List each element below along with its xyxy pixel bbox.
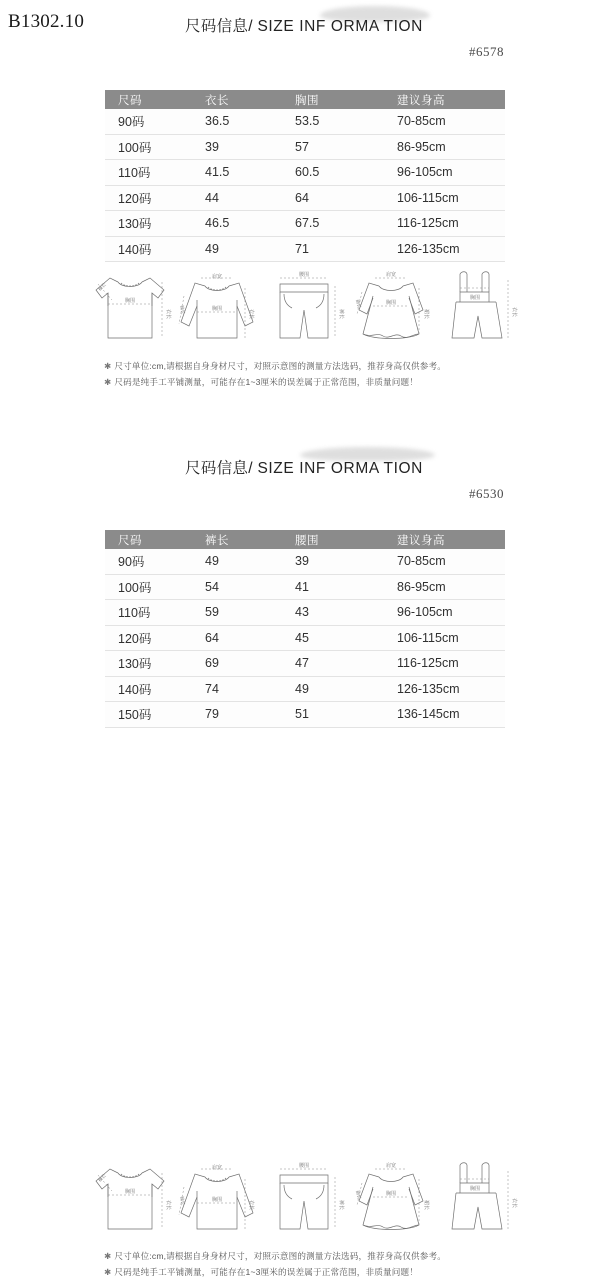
column-header-waist: 腰围 xyxy=(295,534,319,547)
note-item xyxy=(104,358,524,374)
bullet-star-icon: ✱ xyxy=(104,1251,112,1261)
title-separator: / xyxy=(248,18,253,35)
svg-text:袖长: 袖长 xyxy=(355,298,362,309)
cell-size: 100码 xyxy=(118,140,152,155)
note-text: 尺寸单位:cm,请根据自身身材尺寸，对照示意图的测量方法选码，推荐身高仅供参考。 xyxy=(114,1251,446,1261)
svg-text:胸围: 胸围 xyxy=(211,306,223,312)
svg-text:腰围: 腰围 xyxy=(298,272,310,278)
cell-size: 120码 xyxy=(118,631,152,646)
cell-waist: 51 xyxy=(295,707,309,722)
column-header-height: 建议身高 xyxy=(397,94,445,107)
cell-waist: 39 xyxy=(295,554,309,569)
cell-pants-length: 74 xyxy=(205,681,219,696)
cell-height: 126-135cm xyxy=(397,241,460,256)
longsleeve-diagram-icon xyxy=(175,1157,259,1239)
page-title xyxy=(0,456,608,478)
title-english: SIZE INF ORMA TION xyxy=(257,18,423,35)
column-header-bust: 胸围 xyxy=(295,94,319,107)
cell-bust: 60.5 xyxy=(295,165,320,180)
size-section-1 xyxy=(0,0,608,388)
cell-size: 140码 xyxy=(118,242,152,257)
note-text: 尺码是纯手工平铺测量，可能存在1~3厘米的误差属于正常范围，非质量问题！ xyxy=(114,1267,418,1278)
measurement-notes xyxy=(104,358,524,391)
cell-size: 110码 xyxy=(118,166,151,181)
cell-bust: 53.5 xyxy=(295,114,320,129)
cell-pants-length: 59 xyxy=(205,605,219,620)
title-chinese: 尺码信息 xyxy=(185,18,249,35)
svg-text:袖长: 袖长 xyxy=(179,304,186,315)
svg-text:肩宽: 肩宽 xyxy=(385,1163,397,1169)
svg-text:胸围: 胸围 xyxy=(469,1186,481,1192)
shorts-diagram-icon xyxy=(262,1157,346,1239)
svg-text:袖长: 袖长 xyxy=(355,1189,362,1200)
shorts-diagram-icon xyxy=(262,266,346,348)
overalls-diagram-icon xyxy=(436,1157,520,1239)
table-row xyxy=(105,135,505,161)
table-row xyxy=(105,677,505,703)
measurement-notes xyxy=(104,1248,524,1281)
cell-height: 106-115cm xyxy=(397,630,459,645)
note-item xyxy=(104,1264,524,1280)
table-row xyxy=(105,211,505,237)
column-header-size: 尺码 xyxy=(118,534,142,547)
tshirt-diagram-icon xyxy=(88,266,172,348)
cell-height: 136-145cm xyxy=(397,707,460,722)
svg-text:衣长: 衣长 xyxy=(165,1199,171,1211)
svg-text:衣长: 衣长 xyxy=(511,1197,517,1209)
section-title-area xyxy=(0,0,608,40)
table-row xyxy=(105,702,505,728)
garment-diagrams xyxy=(88,264,520,348)
table-row xyxy=(105,600,505,626)
tshirt-diagram-icon xyxy=(88,1157,172,1239)
column-header-height: 建议身高 xyxy=(397,534,445,547)
cell-length: 49 xyxy=(205,241,219,256)
cell-pants-length: 79 xyxy=(205,707,219,722)
svg-text:肩宽: 肩宽 xyxy=(211,274,223,280)
cell-size: 130码 xyxy=(118,657,152,672)
cell-length: 39 xyxy=(205,139,219,154)
table-header-row xyxy=(105,530,505,549)
svg-text:胸围: 胸围 xyxy=(124,1189,136,1195)
cell-length: 41.5 xyxy=(205,165,230,180)
page-title xyxy=(0,14,608,36)
dress-diagram-icon xyxy=(349,1157,433,1239)
svg-text:衣长: 衣长 xyxy=(511,306,517,318)
table-row xyxy=(105,626,505,652)
cell-length: 44 xyxy=(205,190,219,205)
svg-text:袖长: 袖长 xyxy=(96,281,107,292)
svg-text:衣长: 衣长 xyxy=(248,1199,254,1211)
svg-text:裙长: 裙长 xyxy=(423,308,429,320)
overalls-diagram-icon xyxy=(436,266,520,348)
cell-waist: 45 xyxy=(295,630,309,645)
cell-height: 96-105cm xyxy=(397,605,453,620)
svg-text:胸围: 胸围 xyxy=(469,295,481,301)
cell-height: 86-95cm xyxy=(397,579,446,594)
table-row xyxy=(105,160,505,186)
garment-diagrams xyxy=(88,1155,520,1239)
cell-pants-length: 54 xyxy=(205,579,219,594)
cell-height: 116-125cm xyxy=(397,656,459,671)
cell-pants-length: 49 xyxy=(205,554,219,569)
style-number: #6578 xyxy=(469,44,504,59)
svg-text:腰围: 腰围 xyxy=(298,1163,310,1169)
bullet-star-icon: ✱ xyxy=(104,1267,112,1278)
cell-length: 46.5 xyxy=(205,216,230,231)
cell-bust: 67.5 xyxy=(295,216,320,231)
size-section-2 xyxy=(0,442,608,1278)
note-item xyxy=(104,374,524,390)
cell-height: 96-105cm xyxy=(397,165,453,180)
table-row xyxy=(105,186,505,212)
product-code: B1302.10 xyxy=(8,11,85,32)
svg-text:衣长: 衣长 xyxy=(248,308,254,320)
longsleeve-diagram-icon xyxy=(175,266,259,348)
title-english: SIZE INF ORMA TION xyxy=(257,460,423,477)
cell-bust: 71 xyxy=(295,241,309,256)
table-row xyxy=(105,651,505,677)
svg-text:肩宽: 肩宽 xyxy=(385,272,397,278)
svg-text:胸围: 胸围 xyxy=(385,1191,397,1197)
cell-length: 36.5 xyxy=(205,114,230,129)
cell-size: 120码 xyxy=(118,191,152,206)
dress-diagram-icon xyxy=(349,266,433,348)
cell-height: 86-95cm xyxy=(397,139,446,154)
bullet-star-icon: ✱ xyxy=(104,361,112,371)
cell-size: 90码 xyxy=(118,115,145,130)
cell-size: 100码 xyxy=(118,580,152,595)
cell-size: 90码 xyxy=(118,555,145,570)
column-header-length: 衣长 xyxy=(205,94,229,107)
svg-text:裤长: 裤长 xyxy=(338,308,344,320)
table-row xyxy=(105,109,505,135)
svg-text:肩宽: 肩宽 xyxy=(211,1165,223,1171)
table-row xyxy=(105,549,505,575)
svg-text:裙长: 裙长 xyxy=(423,1199,429,1211)
note-text: 尺寸单位:cm,请根据自身身材尺寸，对照示意图的测量方法选码，推荐身高仅供参考。 xyxy=(114,361,446,371)
title-chinese: 尺码信息 xyxy=(185,460,249,477)
size-table xyxy=(105,530,505,728)
cell-height: 70-85cm xyxy=(397,554,446,569)
note-text: 尺码是纯手工平铺测量，可能存在1~3厘米的误差属于正常范围，非质量问题！ xyxy=(114,377,418,388)
cell-bust: 57 xyxy=(295,139,309,154)
table-row xyxy=(105,237,505,263)
bullet-star-icon: ✱ xyxy=(104,377,112,388)
cell-height: 116-125cm xyxy=(397,216,459,231)
cell-waist: 43 xyxy=(295,605,309,620)
cell-bust: 64 xyxy=(295,190,309,205)
column-header-pants-length: 裤长 xyxy=(205,534,229,547)
svg-text:衣长: 衣长 xyxy=(165,308,171,320)
cell-height: 70-85cm xyxy=(397,114,446,129)
svg-text:袖长: 袖长 xyxy=(179,1195,186,1206)
cell-waist: 41 xyxy=(295,579,309,594)
style-number: #6530 xyxy=(469,486,504,501)
title-separator: / xyxy=(248,460,253,477)
cell-height: 106-115cm xyxy=(397,190,459,205)
cell-height: 126-135cm xyxy=(397,681,460,696)
cell-pants-length: 64 xyxy=(205,630,219,645)
table-row xyxy=(105,575,505,601)
svg-text:胸围: 胸围 xyxy=(124,298,136,304)
svg-text:裤长: 裤长 xyxy=(338,1199,344,1211)
cell-size: 130码 xyxy=(118,217,152,232)
note-item xyxy=(104,1248,524,1264)
section-title-area xyxy=(0,442,608,482)
cell-size: 150码 xyxy=(118,708,152,723)
table-header-row xyxy=(105,90,505,109)
cell-pants-length: 69 xyxy=(205,656,219,671)
cell-size: 140码 xyxy=(118,682,152,697)
size-table xyxy=(105,90,505,262)
svg-text:袖长: 袖长 xyxy=(96,1172,107,1183)
column-header-size: 尺码 xyxy=(118,94,142,107)
cell-waist: 47 xyxy=(295,656,309,671)
cell-waist: 49 xyxy=(295,681,309,696)
svg-text:胸围: 胸围 xyxy=(385,300,397,306)
svg-text:胸围: 胸围 xyxy=(211,1197,223,1203)
cell-size: 110码 xyxy=(118,606,151,621)
